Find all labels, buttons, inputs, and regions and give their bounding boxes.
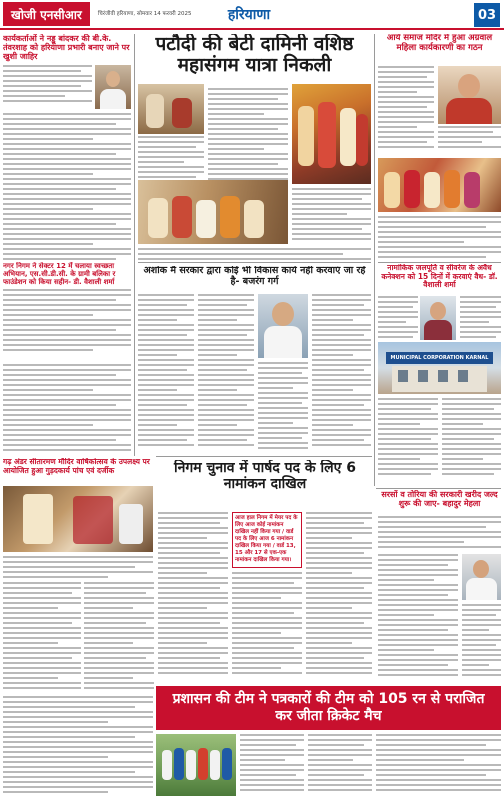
right-headline-2: नामांकिक जलपूर्ति व सीवरेज के अवैध कनेक्शन को 15 दिनों में करवाएं वैध- डॉ. वैशाली शर्मा <box>381 264 498 290</box>
section-title: हरियाणा <box>227 6 271 23</box>
left-story-2-continued <box>3 364 131 454</box>
official-portrait-photo <box>420 296 456 340</box>
section-divider <box>378 262 501 263</box>
lead-photo-group <box>292 84 371 184</box>
election-text-col-3 <box>306 512 372 682</box>
lead-text-col-3 <box>292 188 371 246</box>
center-story-2-col-3 <box>258 362 308 454</box>
left-story-3-text <box>3 582 81 692</box>
portrait-photo <box>95 65 131 109</box>
municipal-signboard: MUNICIPAL CORPORATION KARNAL <box>386 352 493 364</box>
center-story-2-col-1 <box>138 294 194 454</box>
women-group-photo <box>378 158 501 212</box>
election-highlight-box <box>232 512 302 568</box>
right-story-3-text <box>378 516 501 552</box>
municipal-building-photo <box>378 342 501 394</box>
election-text-col-2 <box>232 572 302 682</box>
right-story-1-text-2 <box>438 126 501 156</box>
lead-photo-procession <box>138 180 288 244</box>
right-story-2-text <box>378 296 418 340</box>
right-story-2-text-2 <box>460 296 501 340</box>
election-text-col-1 <box>158 512 228 682</box>
election-headline: निगम चुनाव में पार्षद पद के लिए 6 नामांकन दाखिल <box>173 460 357 493</box>
section-divider <box>138 262 371 263</box>
cricket-banner-headline: प्रशासन की टीम ने पत्रकारों की टीम को 105 रन से पराजित कर जीता क्रिकेट मैच <box>172 691 485 724</box>
left-story-3-text-2 <box>84 582 154 692</box>
left-story-4 <box>3 696 153 796</box>
column-divider <box>374 34 375 486</box>
cricket-text-col-3 <box>376 734 501 796</box>
right-headline-3: सरसों व तोरिया की सरकारी खरीद जल्द शुरू की जाए- बहादुर मेहला <box>381 490 498 509</box>
section-divider <box>376 488 501 489</box>
right-story-2-text-3 <box>378 398 438 484</box>
cricket-text-col-1 <box>240 734 304 796</box>
section-divider <box>156 456 372 457</box>
column-divider <box>134 34 135 456</box>
woman-portrait-photo <box>438 66 501 124</box>
lead-text-continued <box>138 248 371 262</box>
dateline: चिरंजीवी हरियाणा, सोमवार 14 फरवरी 2025 <box>97 10 192 17</box>
election-highlight-text: आज हाल निगम में मेयर पद के लिए आज कोई नामांकन दाखिल नहीं किया गया / वार्ड पद के लिए आज 6 नामांकन दाखिल किया गया / वार्ड 13, 15 और 17 से एक-एक नामांकन दाखिल किया गया। <box>235 515 298 563</box>
cricket-match-banner <box>156 686 501 730</box>
center-story-2-headline-box <box>138 266 371 292</box>
cricket-team-photo <box>156 734 236 796</box>
right-story-1-text-3 <box>378 216 501 262</box>
left-headline-2: नगर निगम ने सेक्टर 12 में चलाया स्वच्छता अभियान, एस.सी.डी.सी. के ग्रामी बलिका र फाउंडेशन को किया सहीन- डी. वैशाली शर्मा <box>3 262 116 287</box>
right-story-2-headline-box <box>378 264 501 294</box>
right-story-3-text-2 <box>378 554 458 684</box>
newspaper-brand: खोजी एनसीआर <box>3 2 90 26</box>
left-headline-1: कार्यकर्ताओं ने नड्डू बांदकर की बी.के. तंवरशाह को हरियाणा प्रभारी बनाए जाने पर खुशी जाहिर <box>3 34 130 62</box>
lead-photo-left <box>138 84 204 134</box>
left-story-3 <box>3 458 153 580</box>
center-story-2-col-2 <box>198 294 254 454</box>
right-story-1-text <box>378 66 434 156</box>
right-story-3-text-3 <box>462 604 501 684</box>
politician-photo <box>258 294 308 358</box>
right-headline-1: आर्य समाज मदिर में हुआ अग्रवाल महिला कार्यकारणी का गठन <box>386 34 493 53</box>
cricket-text-col-2 <box>308 734 372 796</box>
page-number: 03 <box>474 3 500 27</box>
right-story-1-headline-box <box>378 34 501 64</box>
right-story-3-headline-box <box>378 490 501 514</box>
masthead <box>0 0 504 30</box>
center-story-2-col-4 <box>312 294 371 454</box>
left-headline-3: गढ़ अंडर सीतारमण मौदिर वार्षिकोत्सव के उपलक्ष्य पर आयोजित हुआ गुड़दकार्य पांच एवं दर्जीक <box>3 458 150 475</box>
right-story-2-text-4 <box>442 398 501 484</box>
farmer-leader-photo <box>462 554 501 600</box>
election-story-headline-box <box>158 460 372 510</box>
lead-headline: पटौदी की बेटी दामिनी वशिष्ठ महासंगम यात्रा निकली <box>155 34 354 77</box>
left-story-2 <box>3 262 131 362</box>
center-headline-2: अशोक मैं सरकार द्वारा कोई भी विकास कार्य नहीं करवाएं जा रहे है- बजरंग गर्ग <box>143 266 366 287</box>
event-photo-left <box>3 486 153 552</box>
left-story-1 <box>3 34 131 260</box>
